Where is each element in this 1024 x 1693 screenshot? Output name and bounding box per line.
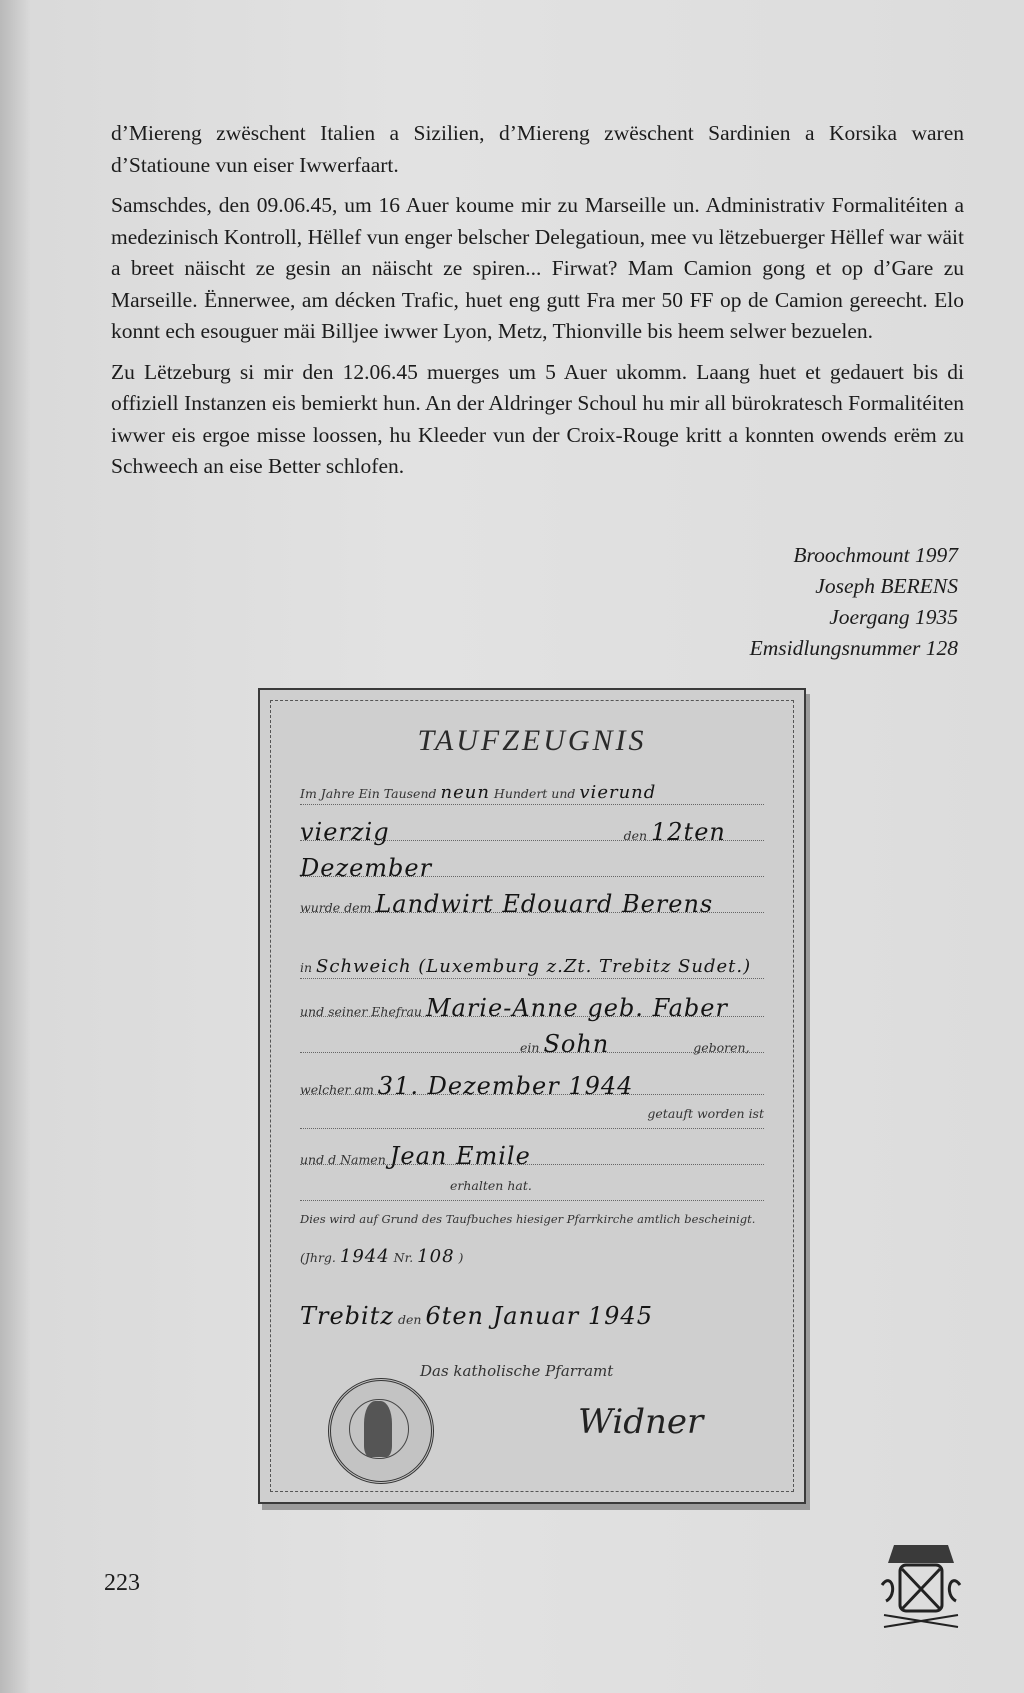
handwritten-text: 12ten — [651, 818, 726, 846]
printed-text: welcher am — [300, 1082, 374, 1097]
printed-text: und d — [300, 1152, 337, 1167]
handwritten-text: Sohn — [543, 1030, 610, 1058]
cert-line-8 — [300, 1072, 764, 1100]
cert-line-11 — [300, 1178, 764, 1201]
printed-text: den — [623, 828, 648, 843]
handwritten-text: Marie-Anne geb. Faber — [425, 994, 728, 1022]
year-group: Joergang 1935 — [829, 605, 958, 629]
printed-text: geboren, — [693, 1040, 750, 1055]
printed-text: wurde dem — [300, 900, 372, 915]
handwritten-text: neun — [440, 782, 490, 803]
church-seal-icon — [328, 1378, 434, 1484]
certificate-title: TAUFZEUGNIS — [417, 724, 647, 757]
cert-line-10 — [300, 1142, 764, 1170]
baptism-certificate — [258, 688, 806, 1504]
pastor-signature: Widner — [578, 1402, 704, 1442]
cert-line-6 — [300, 994, 764, 1022]
cert-line-12 — [300, 1212, 764, 1234]
cert-line-5 — [300, 956, 764, 979]
handwritten-text: 31. Dezember 1944 — [377, 1072, 634, 1100]
printed-text: (Jhrg. — [300, 1250, 336, 1265]
paragraph-3: Zu Lëtzeburg si mir den 12.06.45 muerges um 5 Auer ukomm. Laang huet et gedauert bis di offiziell Instanzen eis bemierkt hun. An der Aldringer Schoul hu mir all bürokratesch Formalitéiten iwwer eis ergoe misse loossen, hu Kleeder vun der Croix-Rouge kritt a konnten owends erëm zu Schweech an eise Better schlofen. — [111, 359, 964, 478]
printed-text: ein — [520, 1040, 540, 1055]
paragraph-2: Samschdes, den 09.06.45, um 16 Auer koume mir zu Marseille un. Administrativ Formalitéiten a medezinisch Kontroll, Hëllef vun enger belscher Delegatioun, mee vu lëtzebuerger Hëllef war wäit a breet näischt ze gesin an näischt ze spiren... Firwat? Mam Camion gong et op d’Gare zu Marseille. Ënnerwee, am décken Trafic, huet eng gutt Fra mer 50 FF op de Camion gereecht. Elo konnt ech esouguer mäi Billjee iwwer Lyon, Metz, Thionville bis heem selwer bezuelen. — [111, 193, 964, 343]
handwritten-text: 6ten Januar 1945 — [425, 1302, 653, 1330]
printed-text: Im Jahre Ein Tausend — [300, 786, 437, 801]
cert-line-14 — [300, 1302, 764, 1330]
printed-text: Dies wird auf Grund des Taufbuches hiesiger Pfarrkirche amtlich bescheinigt. — [300, 1212, 756, 1226]
page-number: 223 — [104, 1570, 140, 1596]
handwritten-text: Dezember — [300, 854, 433, 882]
paragraph-1: d’Miereng zwëschent Italien a Sizilien, d’Miereng zwëschent Sardinien a Korsika waren d’Statioune vun eiser Iwwerfaart. — [111, 121, 964, 177]
author-signature-block — [750, 540, 958, 664]
handwritten-text: vierund — [579, 782, 657, 803]
printed-text: Nr. — [393, 1250, 414, 1265]
printed-text: erhalten hat. — [450, 1178, 532, 1193]
place-year: Broochmount 1997 — [793, 543, 958, 567]
coat-of-arms-icon — [878, 1535, 964, 1631]
handwritten-text: Landwirt Edouard Berens — [375, 890, 714, 918]
cert-line-7 — [300, 1030, 764, 1058]
handwritten-text: Jean Emile — [389, 1142, 531, 1170]
printed-text: und seiner Ehefrau — [300, 1004, 422, 1019]
handwritten-text: 1944 — [339, 1246, 390, 1267]
printed-text: Hundert und — [493, 786, 576, 801]
handwritten-text: 108 — [417, 1246, 455, 1267]
cert-line-2 — [300, 818, 764, 846]
body-text — [111, 118, 964, 492]
cert-line-4 — [300, 890, 764, 918]
handwritten-text: vierzig — [300, 818, 390, 846]
author-name: Joseph BERENS — [815, 574, 958, 598]
handwritten-text: Schweich (Luxemburg z.Zt. Trebitz Sudet.) — [316, 956, 752, 977]
cert-line-13: (Jhrg. 1944 Nr. 108 ) — [300, 1246, 464, 1267]
printed-text: Namen — [340, 1152, 386, 1167]
printed-text: den — [398, 1312, 422, 1327]
cert-line-1 — [300, 782, 764, 805]
cert-line-3 — [300, 854, 764, 882]
settlement-number: Emsidlungsnummer 128 — [749, 636, 958, 660]
parish-office — [420, 1362, 764, 1384]
printed-text: getauft worden ist — [647, 1106, 764, 1121]
handwritten-text: Trebitz — [300, 1302, 395, 1330]
printed-text: in — [300, 960, 313, 975]
cert-line-9 — [300, 1106, 764, 1129]
printed-text: Das katholische Pfarramt — [420, 1362, 614, 1380]
